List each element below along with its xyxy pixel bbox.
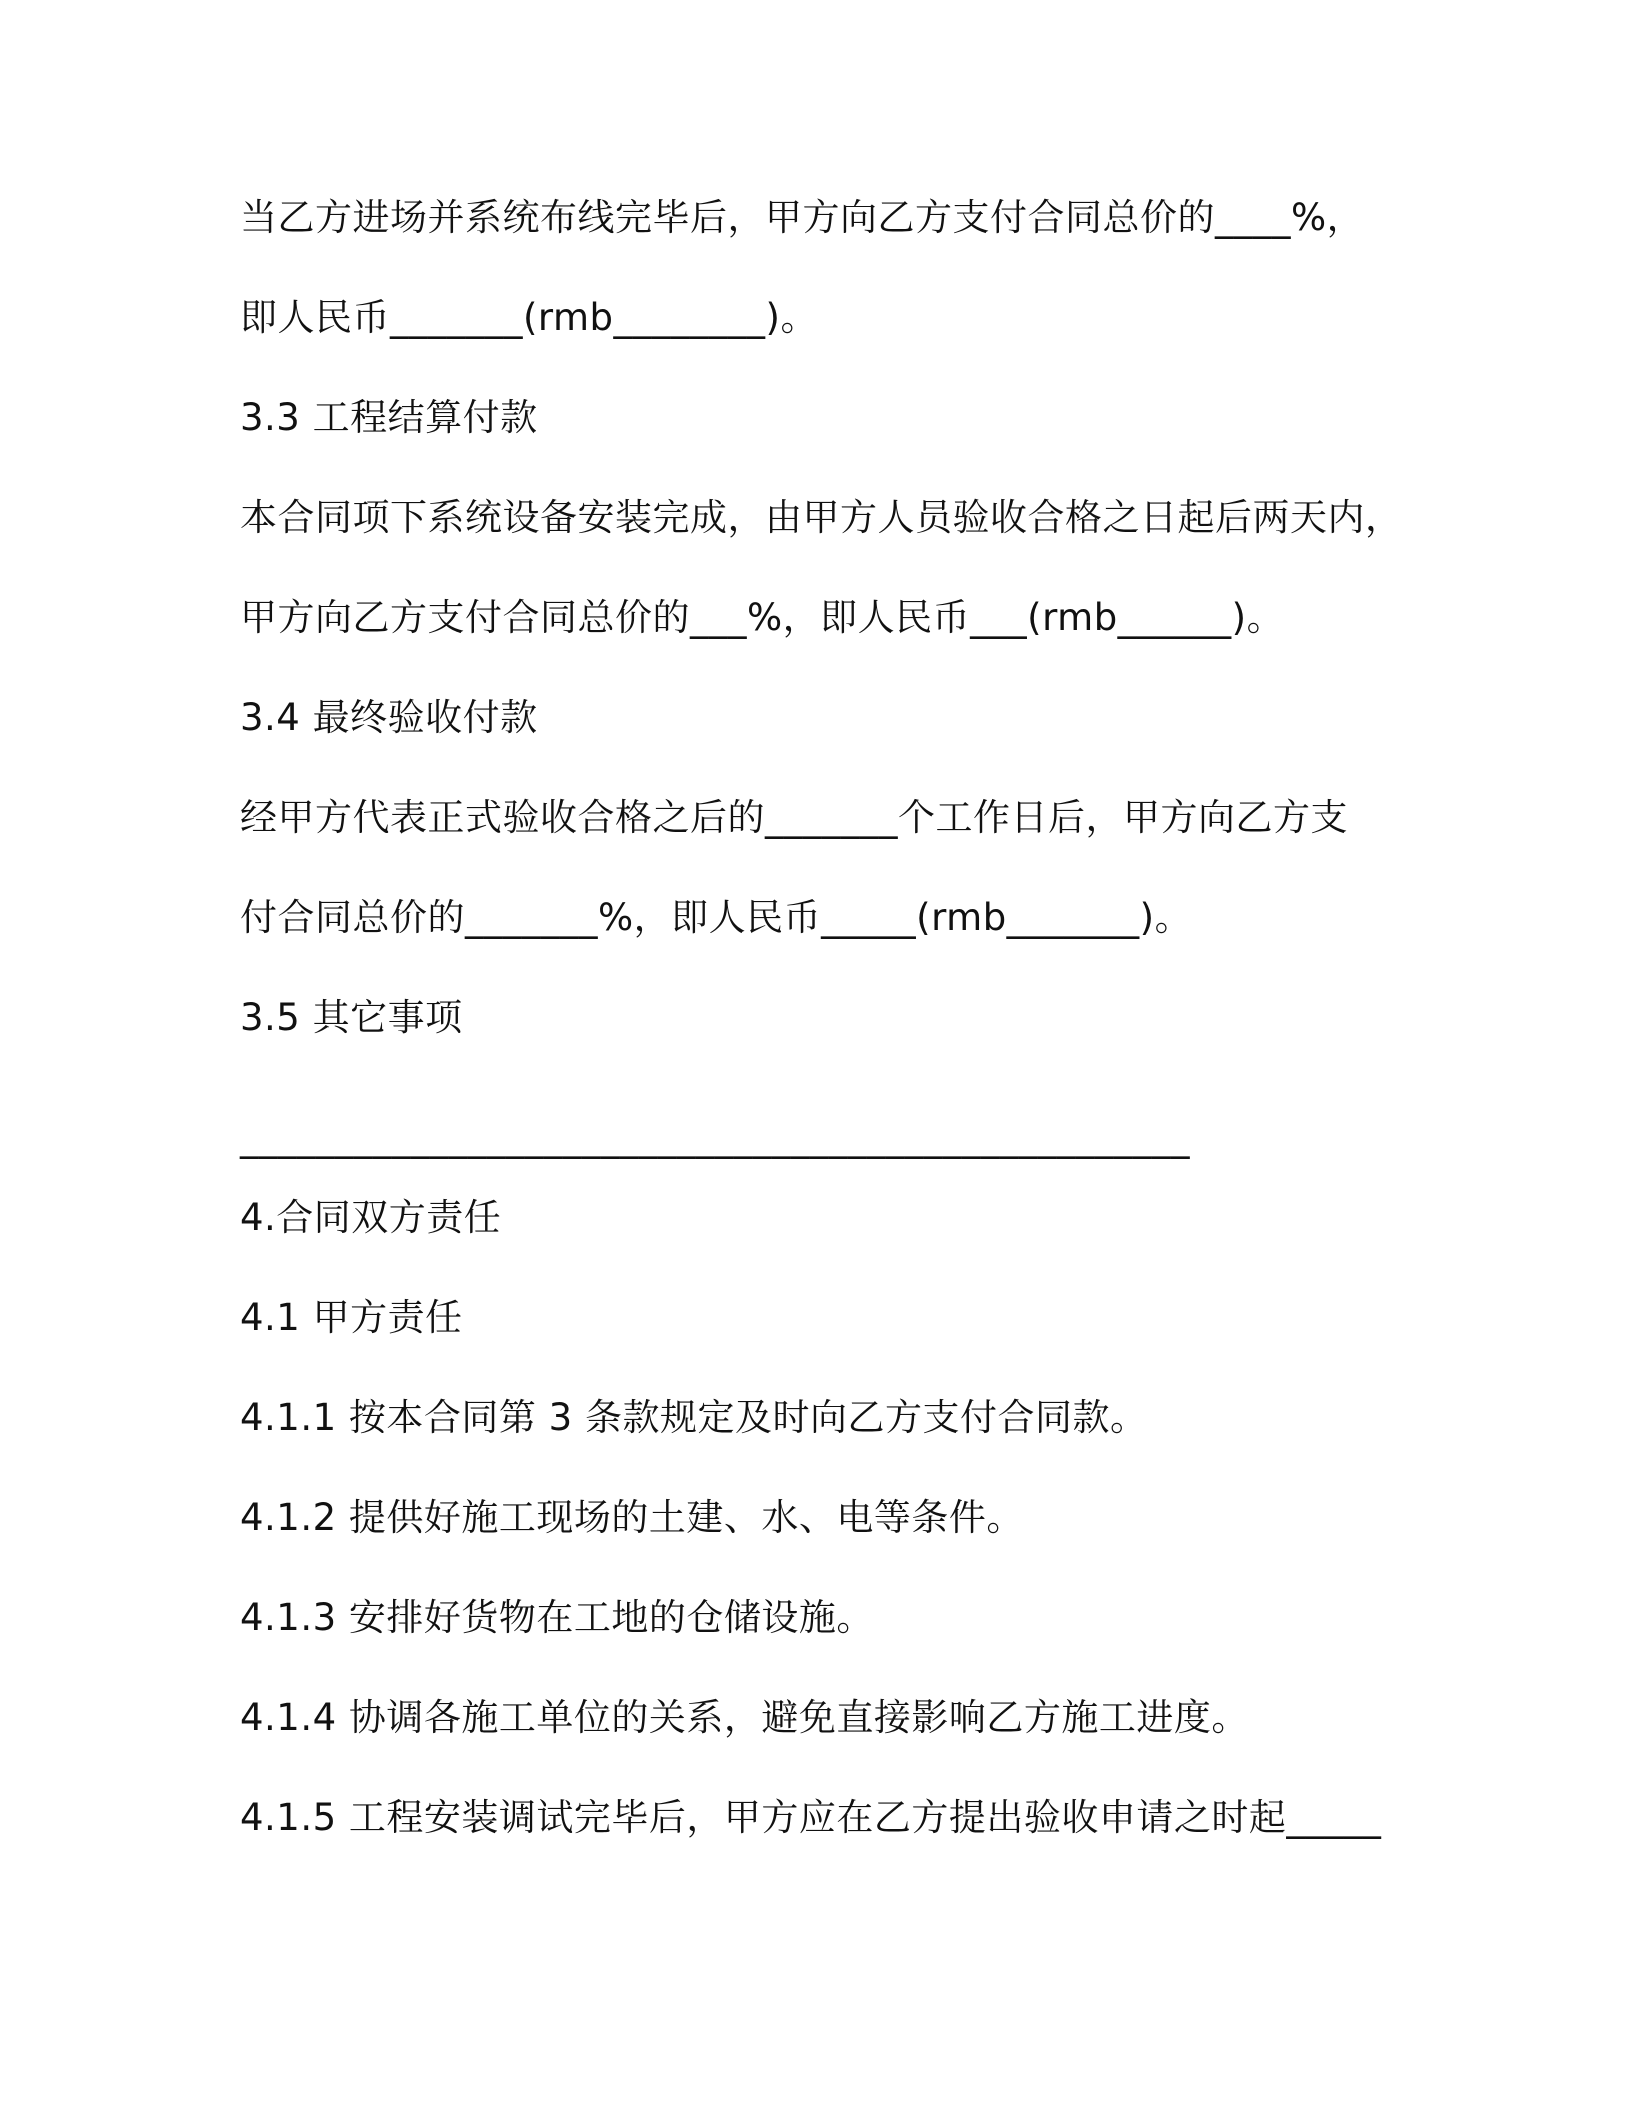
final-acceptance-line-1: 经甲方代表正式验收合格之后的_______个工作日后，甲方向乙方支 [240,796,1348,839]
section-heading-4: 4.合同双方责任 [240,1196,502,1239]
blank-fill-line: __________________________________________________ [240,1116,1190,1159]
settlement-clause-line-2: 甲方向乙方支付合同总价的___%，即人民币___(rmb______)。 [240,596,1285,639]
clause-4-1-3: 4.1.3 安排好货物在工地的仓储设施。 [240,1596,874,1639]
clause-4-1-4: 4.1.4 协调各施工单位的关系，避免直接影响乙方施工进度。 [240,1696,1249,1739]
clause-4-1-1: 4.1.1 按本合同第 3 条款规定及时向乙方支付合同款。 [240,1396,1148,1439]
clause-4-1-5: 4.1.5 工程安装调试完毕后，甲方应在乙方提出验收申请之时起_____ [240,1796,1382,1839]
section-heading-3-3: 3.3 工程结算付款 [240,396,538,439]
settlement-clause-line-1: 本合同项下系统设备安装完成，由甲方人员验收合格之日起后两天内， [240,496,1403,539]
clause-4-1-2: 4.1.2 提供好施工现场的土建、水、电等条件。 [240,1496,1024,1539]
payment-clause-line-2: 即人民币_______(rmb________)。 [240,296,818,339]
final-acceptance-line-2: 付合同总价的_______%，即人民币_____(rmb_______)。 [240,896,1193,939]
payment-clause-line-1: 当乙方进场并系统布线完毕后，甲方向乙方支付合同总价的____%， [240,196,1365,239]
section-heading-3-5: 3.5 其它事项 [240,996,463,1039]
section-heading-4-1: 4.1 甲方责任 [240,1296,463,1339]
section-heading-3-4: 3.4 最终验收付款 [240,696,538,739]
